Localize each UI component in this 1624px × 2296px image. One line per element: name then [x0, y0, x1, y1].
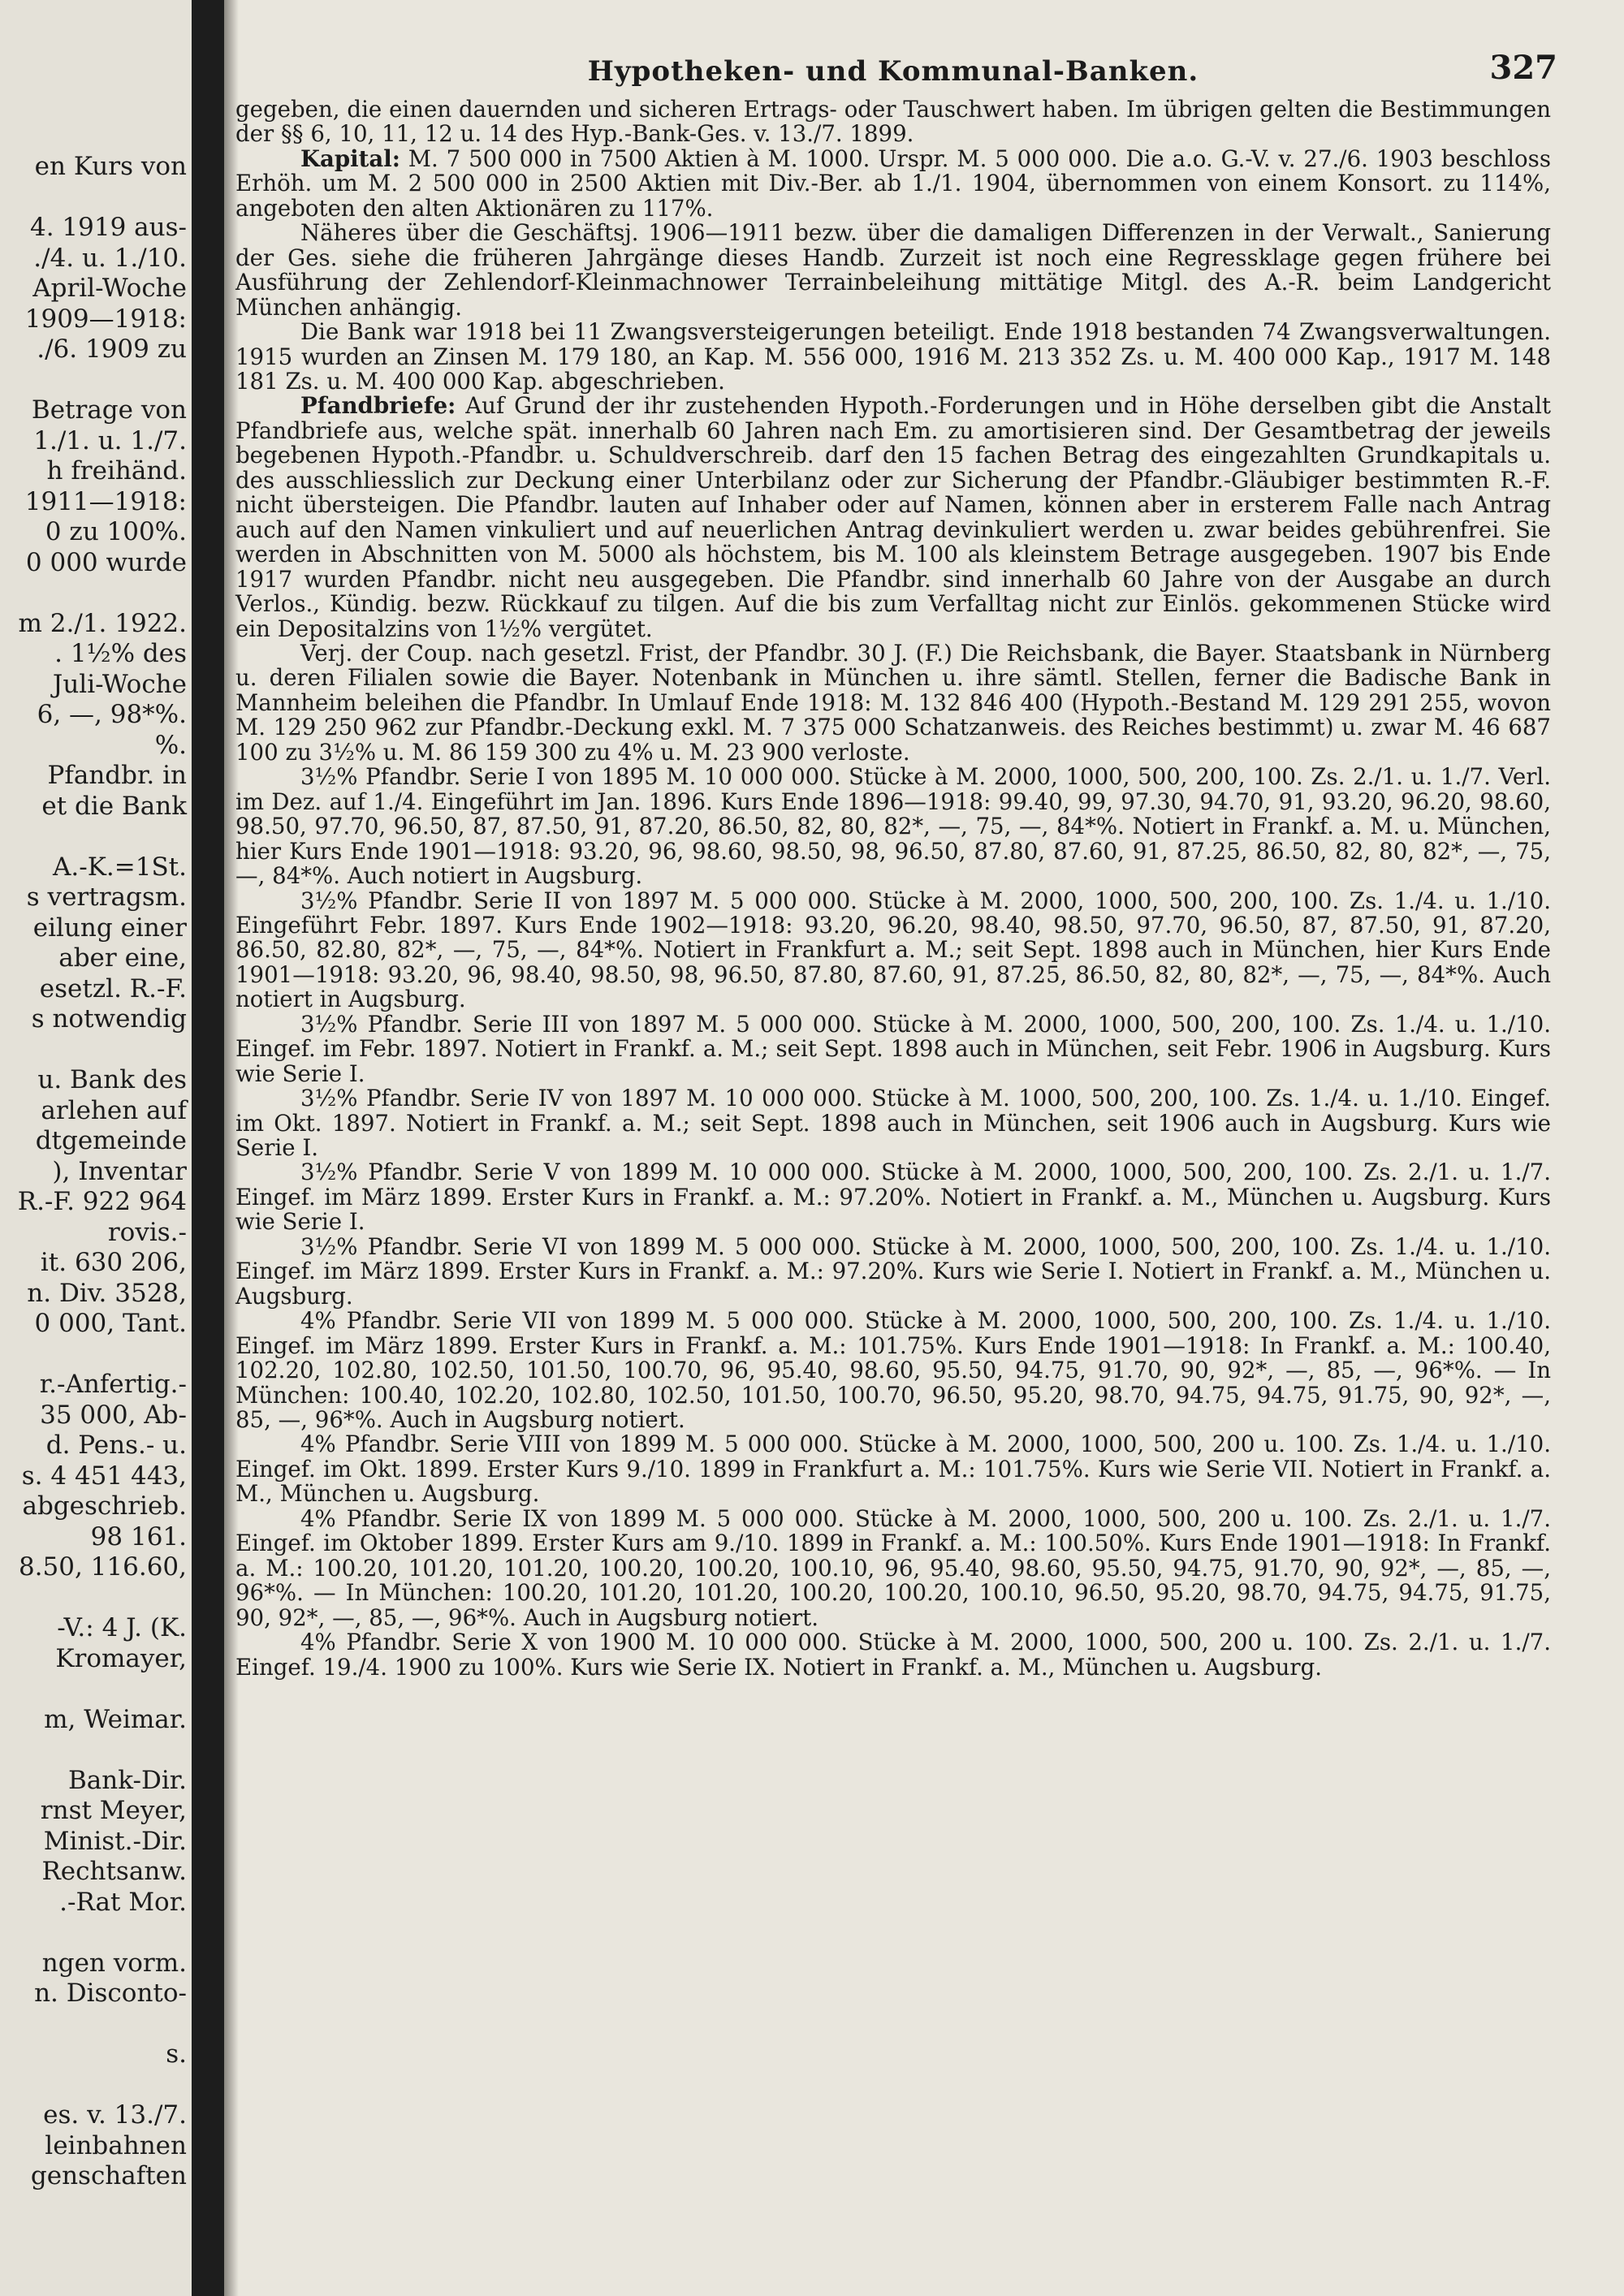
left-fragment-line: Kromayer,	[55, 1643, 187, 1673]
left-fragment-line: es. v. 13./7.	[43, 2100, 187, 2130]
left-fragment-line: 8.50, 116.60,	[18, 1552, 187, 1582]
paragraph	[235, 765, 1551, 888]
paragraph-text: 3½% Pfandbr. Serie VI von 1899 M. 5 000 000. Stücke à M. 2000, 1000, 500, 200, 100. Zs. 1./4. u. 1./10. Eingef. im März 1899. Erster Kurs in Frankf. a. M.: 97.20%. Kurs wie Serie I. Notiert in Frankf. a. M., München u. Augsburg.	[235, 1232, 1551, 1310]
left-fragment-line: s. 4 451 443,	[21, 1461, 187, 1491]
left-fragment-line: A.-K.=1St.	[53, 852, 187, 882]
paragraph-text: Näheres über die Geschäftsj. 1906—1911 bezw. über die damaligen Differenzen in der Verwalt., Sanierung der Ges. siehe die früheren Jahrgänge dieses Handb. Zurzeit ist noch eine Regressklage gegen frühere bei Ausführung der Zehlendorf-Kleinmachnower Terrainbeleihung mittätige Mitgl. des A.-R. beim Landgericht München anhängig.	[235, 219, 1551, 321]
page-header	[235, 49, 1557, 97]
left-fragment-line: abgeschrieb.	[22, 1491, 187, 1521]
left-fragment-line: 4. 1919 aus-	[29, 213, 187, 242]
left-fragment-line: u. Bank des	[37, 1065, 187, 1094]
left-fragment-line: r.-Anfertig.-	[39, 1370, 187, 1399]
left-fragment-line: Rechtsanw.	[41, 1857, 187, 1886]
left-fragment-line: n. Disconto-	[34, 1979, 187, 2008]
page-number: 327	[1489, 49, 1557, 87]
left-fragment-line: 98 161.	[90, 1521, 187, 1552]
paragraph	[235, 1232, 1551, 1310]
left-fragment-line: R.-F. 922 964	[17, 1187, 187, 1216]
left-fragment-line: Betrage von	[31, 395, 187, 425]
document-page	[235, 49, 1557, 2273]
paragraph	[235, 1160, 1551, 1234]
left-fragment-line: dtgemeinde	[35, 1126, 187, 1155]
left-fragment-line: s vertragsm.	[26, 883, 187, 912]
left-fragment-line: it. 630 206,	[40, 1248, 187, 1277]
left-fragment-line: leinbahnen	[45, 2130, 187, 2160]
paragraph-text: M. 7 500 000 in 7500 Aktien à M. 1000. Urspr. M. 5 000 000. Die a.o. G.-V. v. 27./6. 1903 beschloss Erhöh. um M. 2 500 000 in 2500 Aktien mit Div.-Ber. ab 1./1. 1904, übernommen von einem Konsort. zu 114%, angeboten den alten Aktionären zu 117%.	[235, 145, 1551, 222]
paragraph	[235, 1630, 1551, 1680]
left-fragment-line: April-Woche	[32, 274, 187, 303]
left-fragment-line: h freihänd.	[46, 456, 187, 486]
running-head: Hypotheken- und Kommunal-Banken.	[587, 55, 1199, 88]
paragraph-text: 3½% Pfandbr. Serie II von 1897 M. 5 000 000. Stücke à M. 2000, 1000, 500, 200, 100. Zs. 1./4. u. 1./10. Eingeführt Febr. 1897. Kurs Ende 1902—1918: 93.20, 96.20, 98.40, 98.50, 97.70, 96.50, 87, 87.50, 91, 87.20, 86.50, 82.80, 82*, —, 75, —, 84*%. Notiert in Frankfurt a. M.; seit Sept. 1898 auch in München, hier Kurs Ende 1901—1918: 93.20, 96, 98.40, 98.50, 98, 96.50, 87.80, 87.60, 91, 87.25, 86.50, 82, 80, 82*, —, 75, —, 84*%. Auch notiert in Augsburg.	[235, 887, 1551, 1013]
body-text	[235, 97, 1551, 1680]
paragraph	[235, 641, 1551, 765]
left-fragment-line: Bank-Dir.	[68, 1765, 187, 1795]
paragraph-text: 4% Pfandbr. Serie IX von 1899 M. 5 000 000. Stücke à M. 2000, 1000, 500, 200 u. 100. Zs. 2./1. u. 1./7. Eingef. im Oktober 1899. Erster Kurs am 9./10. 1899 in Frankf. a. M.: 100.50%. Kurs Ende 1901—1918: In Frankf. a. M.: 100.20, 101.20, 101.20, 100.20, 100.20, 100.10, 96, 95.40, 98.60, 95.50, 94.75, 91.70, 90, 92*, —, 85, —, 96*%. — In München: 100.20, 101.20, 101.20, 100.20, 100.20, 100.10, 96.50, 95.20, 98.70, 94.75, 94.75, 91.75, 90, 92*, —, 85, —, 96*%. Auch in Augsburg notiert.	[235, 1504, 1551, 1631]
paragraph-text: 3½% Pfandbr. Serie V von 1899 M. 10 000 000. Stücke à M. 2000, 1000, 500, 200, 100. Zs. 2./1. u. 1./7. Eingef. im März 1899. Erster Kurs in Frankf. a. M.: 97.20%. Notiert in Frankf. a. M., München u. Augsburg. Kurs wie Serie I.	[235, 1159, 1551, 1236]
paragraph-lead: Kapital:	[300, 145, 400, 172]
paragraph-text: Auf Grund der ihr zustehenden Hypoth.-Forderungen und in Höhe derselben gibt die Anstalt Pfandbriefe aus, welche spät. innerhalb 60 Jahren nach Em. zu amortisieren sind. Der Gesamtbetrag der jeweils begebenen Hypoth.-Pfandbr. u. Schuldverschreib. darf den 15 fachen Betrag des eingezahlten Grundkapitals u. des ausschliesslich zur Deckung einer Unterbilanz oder zur Sicherung der Pfandbr.-Gläubiger bestimmten R.-F. nicht übersteigen. Die Pfandbr. lauten auf Inhaber oder auf Namen, können aber in ersterem Falle nach Antrag auch auf den Namen vinkuliert und auf neuerlichen Antrag devinkuliert werden u. zwar beides gebührenfrei. Sie werden in Abschnitten von M. 5000 als höchstem, bis M. 100 als kleinstem Betrage ausgegeben. 1907 bis Ende 1917 wurden Pfandbr. nicht neu ausgegeben. Die Pfandbr. sind innerhalb 60 Jahre von der Ausgabe an durch Verlos., Kündig. bezw. Rückkauf zu tilgen. Auf die bis zum Verfalltag nicht zur Einlös. gekommenen Stücke wird ein Depositalzins von 1½% vergütet.	[235, 392, 1551, 642]
paragraph-text: 3½% Pfandbr. Serie III von 1897 M. 5 000 000. Stücke à M. 2000, 1000, 500, 200, 100. Zs. 1./4. u. 1./10. Eingef. im Febr. 1897. Notiert in Frankf. a. M.; seit Sept. 1898 auch in München, seit Febr. 1906 in Augsburg. Kurs wie Serie I.	[235, 1010, 1551, 1087]
paragraph-text: 4% Pfandbr. Serie VII von 1899 M. 5 000 000. Stücke à M. 2000, 1000, 500, 200, 100. Zs. 1./4. u. 1./10. Eingef. im März 1899. Erster Kurs in Frankf. a. M.: 101.75%. Kurs Ende 1901—1918: In Frankf. a. M.: 100.40, 102.20, 102.80, 102.50, 101.50, 100.70, 96, 95.40, 98.60, 95.50, 94.75, 91.70, 90, 92*, —, 85, —, 96*%. — In München: 100.40, 102.20, 102.80, 102.50, 101.50, 100.70, 96.50, 95.20, 98.70, 94.75, 94.75, 91.75, 90, 92*, —, 85, —, 96*%. Auch in Augsburg notiert.	[235, 1307, 1551, 1434]
left-fragment-line: genschaften	[30, 2161, 187, 2190]
paragraph-text: Verj. der Coup. nach gesetzl. Frist, der Pfandbr. 30 J. (F.) Die Reichsbank, die Bayer. Staatsbank in Nürnberg u. deren Filialen sowie die Bayer. Notenbank in München u. ihre sämtl. Stellen, ferner die Badische Bank in Mannheim beleihen die Pfandbr. In Umlauf Ende 1918: M. 132 846 400 (Hypoth.-Bestand M. 129 291 255, wovon M. 129 250 962 zur Pfandbr.-Deckung exkl. M. 7 375 000 Schatzanweis. des Reiches bestimmt) u. zwar M. 46 687 100 zu 3½% u. M. 86 159 300 zu 4% u. M. 23 900 verloste.	[235, 639, 1551, 766]
left-fragment-line: m 2./1. 1922.	[18, 608, 187, 638]
left-fragment-line: et die Bank	[41, 791, 187, 821]
left-fragment-line: Pfandbr. in	[47, 761, 187, 790]
paragraph	[235, 1309, 1551, 1432]
paragraph-lead: Pfandbriefe:	[300, 392, 456, 420]
left-fragment-line: rnst Meyer,	[40, 1796, 187, 1825]
left-fragment-line: 6, —, 98*%.	[37, 700, 187, 729]
left-fragment-line: 35 000, Ab-	[40, 1400, 187, 1430]
left-fragment-line: arlehen auf	[41, 1095, 187, 1125]
paragraph-text: 4% Pfandbr. Serie VIII von 1899 M. 5 000 000. Stücke à M. 2000, 1000, 500, 200 u. 100. Zs. 1./4. u. 1./10. Eingef. im Okt. 1899. Erster Kurs 9./10. 1899 in Frankfurt a. M.: 101.75%. Kurs wie Serie VII. Notiert in Frankf. a. M., München u. Augsburg.	[235, 1431, 1551, 1508]
paragraph	[235, 320, 1551, 394]
paragraph	[235, 1012, 1551, 1086]
left-fragment-line: Minist.-Dir.	[43, 1826, 187, 1856]
paragraph	[235, 1504, 1551, 1631]
left-fragment-line: n. Div. 3528,	[27, 1278, 187, 1308]
left-fragment-line: aber eine,	[58, 943, 187, 973]
left-fragment-line: ./4. u. 1./10.	[33, 243, 187, 273]
left-fragment-line: s.	[166, 2039, 187, 2069]
paragraph-text: Die Bank war 1918 bei 11 Zwangsversteigerungen beteiligt. Ende 1918 bestanden 74 Zwangsverwaltungen. 1915 wurden an Zinsen M. 179 180, an Kap. M. 556 000, 1916 M. 213 352 Zs. u. M. 400 000 Kap., 1917 M. 148 181 Zs. u. M. 400 000 Kap. abgeschrieben.	[235, 318, 1551, 395]
left-fragment-line: Juli-Woche	[52, 669, 187, 699]
left-fragment-line: 0 000 wurde	[25, 547, 187, 577]
left-fragment-line: ./6. 1909 zu	[37, 334, 187, 364]
left-fragment-line: s notwendig	[31, 1004, 187, 1034]
paragraph	[235, 221, 1551, 320]
paragraph-text: 3½% Pfandbr. Serie IV von 1897 M. 10 000 000. Stücke à M. 1000, 500, 200, 100. Zs. 1./4. u. 1./10. Eingef. im Okt. 1897. Notiert in Frankf. a. M.; seit Sept. 1898 auch in München, seit 1906 auch in Augsburg. Kurs wie Serie I.	[235, 1085, 1551, 1162]
paragraph	[235, 1086, 1551, 1160]
paragraph	[235, 97, 1551, 147]
paragraph-text: 4% Pfandbr. Serie X von 1900 M. 10 000 000. Stücke à M. 2000, 1000, 500, 200 u. 100. Zs. 2./1. u. 1./7. Eingef. 19./4. 1900 zu 100%. Kurs wie Serie IX. Notiert in Frankf. a. M., München u. Augsburg.	[235, 1629, 1551, 1681]
left-fragment-line: 1911—1918:	[24, 486, 187, 516]
left-fragment-line: eilung einer	[32, 913, 187, 943]
left-fragment-line: d. Pens.- u.	[45, 1431, 187, 1460]
book-gutter	[192, 0, 224, 2296]
left-fragment-line: 1909—1918:	[24, 304, 187, 334]
left-fragment-line: -V.: 4 J. (K.	[57, 1613, 187, 1642]
paragraph	[235, 889, 1551, 1012]
left-fragment-line: ), Inventar	[52, 1156, 187, 1186]
paragraph	[235, 147, 1551, 221]
paragraph-text: gegeben, die einen dauernden und sicheren Ertrags- oder Tauschwert haben. Im übrigen gelten die Bestimmungen der §§ 6, 10, 11, 12 u. 14 des Hyp.-Bank-Ges. v. 13./7. 1899.	[235, 96, 1551, 148]
paragraph	[235, 1432, 1551, 1506]
left-fragment-line: 0 000, Tant.	[34, 1309, 187, 1338]
left-fragment-line: 1./1. u. 1./7.	[33, 425, 187, 455]
left-fragment-line: ngen vorm.	[41, 1948, 187, 1978]
left-fragment-line: 0 zu 100%.	[45, 517, 187, 546]
paragraph-text: 3½% Pfandbr. Serie I von 1895 M. 10 000 000. Stücke à M. 2000, 1000, 500, 200, 100. Zs. 2./1. u. 1./7. Verl. im Dez. auf 1./4. Eingeführt im Jan. 1896. Kurs Ende 1896—1918: 99.40, 99, 97.30, 94.70, 91, 93.20, 96.20, 98.60, 98.50, 97.70, 96.50, 87, 87.50, 91, 87.20, 86.50, 82, 80, 82*, —, 75, —, 84*%. Notiert in Frankf. a. M. u. München, hier Kurs Ende 1901—1918: 93.20, 96, 98.60, 98.50, 98, 96.50, 87.80, 87.60, 91, 87.25, 86.50, 82, 80, 82*, —, 75, —, 84*%. Auch notiert in Augsburg.	[235, 763, 1551, 890]
paragraph	[235, 394, 1551, 641]
left-fragment-line: en Kurs von	[34, 152, 187, 181]
previous-page-fragment	[0, 0, 192, 2296]
left-fragment-line: rovis.-	[107, 1217, 187, 1247]
left-fragment-line: esetzl. R.-F.	[39, 973, 187, 1003]
left-fragment-line: .-Rat Mor.	[59, 1887, 187, 1917]
left-fragment-line: m, Weimar.	[44, 1704, 187, 1734]
left-fragment-line: %.	[154, 730, 187, 760]
left-fragment-line: . 1½% des	[54, 639, 187, 668]
